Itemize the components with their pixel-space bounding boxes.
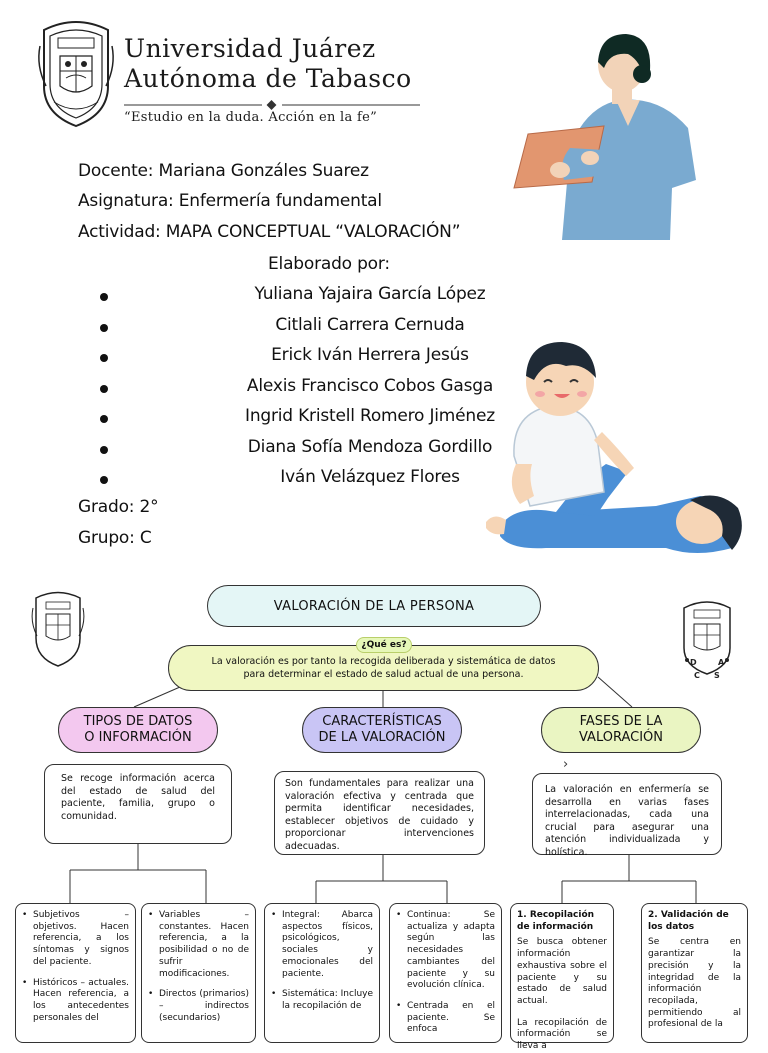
chevron-right-icon: ›	[563, 757, 569, 772]
list-bullet	[100, 385, 108, 393]
elaborado-por-label: Elaborado por:	[268, 254, 390, 274]
university-motto: “Estudio en la duda. Acción en la fe”	[124, 110, 378, 125]
leaf-box-subjetivos-historicos	[15, 903, 136, 1043]
decorative-divider	[124, 100, 420, 110]
university-name	[124, 34, 412, 94]
dacs-letter: A	[718, 658, 725, 667]
grupo-line: Grupo: C	[78, 528, 152, 548]
list-item: • Variables – constantes. Hacen referencia, a la posibilidad o no de sufrir modificaciones.	[148, 910, 249, 980]
list-item: • Continua: Se actualiza y adapta según las necesidades cambiantes del paciente y su evolución clínica.	[396, 910, 495, 992]
student-name: Iván Velázquez Flores	[280, 467, 460, 487]
student-name: Citlali Carrera Cernuda	[275, 315, 465, 335]
leaf-heading: 1. Recopilación de información	[517, 910, 595, 932]
leaf-box-variables-directos	[141, 903, 256, 1043]
student-name: Alexis Francisco Cobos Gasga	[246, 376, 494, 396]
university-name-line1: Universidad Juárez	[124, 34, 376, 63]
list-item: • Integral: Abarca aspectos físicos, psicológicos, sociales y emocionales del paciente.	[271, 910, 373, 980]
definition-text: La valoración es por tanto la recogida deliberada y sistemática de datos para determinar el estado de salud actual de una persona.	[211, 656, 556, 680]
dacs-letter: D	[690, 658, 697, 667]
student-name: Diana Sofía Mendoza Gordillo	[247, 437, 493, 457]
student-name: Ingrid Kristell Romero Jiménez	[245, 406, 495, 426]
list-item: • Sistemática: Incluye la recopilación de	[271, 989, 373, 1012]
university-crest-logo	[36, 16, 116, 128]
student-name: Yuliana Yajaira García López	[254, 284, 486, 304]
list-bullet	[100, 324, 108, 332]
list-bullet	[100, 476, 108, 484]
list-item: • Directos (primarios) – indirectos (secundarios)	[148, 989, 249, 1024]
list-item: • Centrada en el paciente. Se enfoca	[396, 1001, 495, 1036]
physical-therapy-illustration	[486, 336, 750, 578]
docente-line: Docente: Mariana Gonzáles Suarez	[78, 161, 369, 181]
que-es-tag: ¿Qué es?	[356, 637, 412, 653]
leaf-paragraph: Se centra en garantizar la precisión y la integridad de la información recopilada, permitiendo al profesional de la	[648, 937, 741, 1030]
leaf-box-continua-centrada	[389, 903, 502, 1043]
nurse-with-clipboard-illustration	[500, 30, 700, 242]
dacs-letter: S	[714, 671, 720, 680]
dacs-letter: C	[694, 671, 700, 680]
list-bullet	[100, 354, 108, 362]
university-name-line2: Autónoma de Tabasco	[124, 64, 412, 93]
list-item: • Subjetivos – objetivos. Hacen referencia, a los síntomas y signos del paciente.	[22, 910, 129, 969]
description-fases: La valoración en enfermería se desarrolla en varias fases interrelacionadas, cada una crucial para asegurar una atención individualizada y holística.	[532, 773, 722, 855]
student-name: Erick Iván Herrera Jesús	[271, 345, 469, 365]
leaf-heading: 2. Validación de los datos	[648, 910, 729, 932]
leaf-paragraph: La recopilación de información se lleva a	[517, 1017, 607, 1052]
description-caracteristicas: Son fundamentales para realizar una valoración efectiva y centrada que permita identificar necesidades, establecer objetivos de cuidado y proporcionar intervenciones adecuadas.	[274, 771, 485, 855]
concept-map-title: VALORACIÓN DE LA PERSONA	[207, 585, 541, 627]
list-bullet	[100, 293, 108, 301]
leaf-box-integral-sistematica	[264, 903, 380, 1043]
description-tipos-de-datos: Se recoge información acerca del estado de salud del paciente, familia, grupo o comunidad.	[44, 764, 232, 844]
category-fases: FASES DE LA VALORACIÓN	[541, 707, 701, 753]
leaf-paragraph: Se busca obtener información exhaustiva sobre el paciente y su estado de salud actual.	[517, 937, 607, 1006]
list-item: • Históricos – actuales. Hacen referencia, a los antecedentes personales del	[22, 978, 129, 1025]
asignatura-line: Asignatura: Enfermería fundamental	[78, 191, 382, 211]
leaf-box-recopilacion	[510, 903, 614, 1052]
list-bullet	[100, 415, 108, 423]
grado-line: Grado: 2°	[78, 497, 159, 517]
leaf-box-validacion	[641, 903, 748, 1043]
category-caracteristicas: CARACTERÍSTICAS DE LA VALORACIÓN	[302, 707, 462, 753]
category-tipos-de-datos: TIPOS DE DATOS O INFORMACIÓN	[58, 707, 218, 753]
list-bullet	[100, 446, 108, 454]
actividad-line: Actividad: MAPA CONCEPTUAL “VALORACIÓN”	[78, 222, 461, 242]
